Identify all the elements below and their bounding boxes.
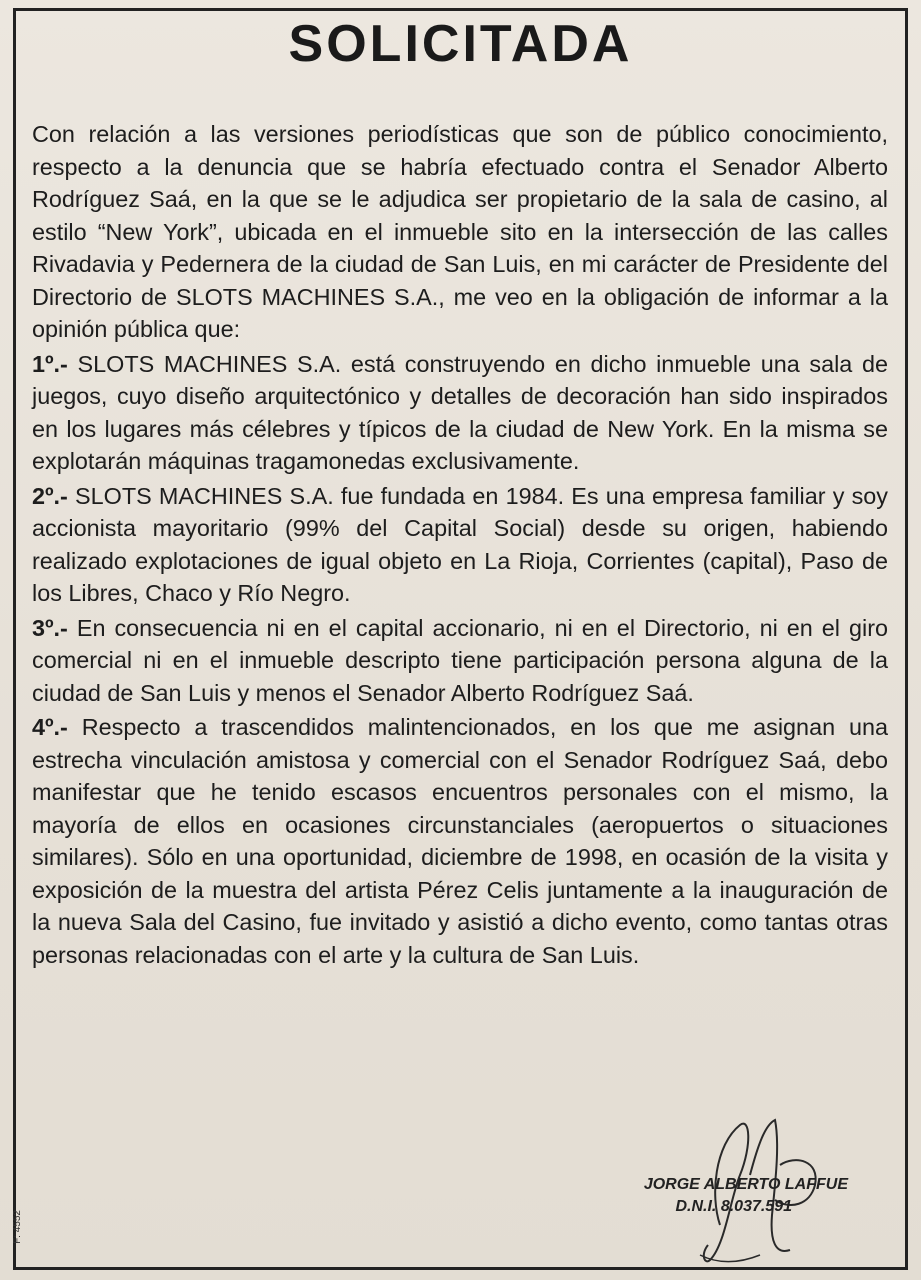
point-text: SLOTS MACHINES S.A. está construyendo en dicho inmueble una sala de juegos, cuyo diseño arquitectónico y detalles de decoración han sido inspirados en los lugares más célebres y típicos de la ciudad de New York. En la misma se explotarán máquinas tragamonedas exclusivamente.	[32, 350, 888, 474]
point-number: 1º.-	[32, 350, 68, 377]
signer-name: JORGE ALBERTO LAFFUE	[643, 1176, 848, 1193]
intro-paragraph: Con relación a las versiones periodísticas que son de público conocimiento, respecto a la denuncia que se habría efectuado contra el Senador Alberto Rodríguez Saá, en la que se le adjudica ser propietario de la sala de casino, al estilo “New York”, ubicada en el inmueble sito en la intersección de las calles Rivadavia y Pedernera de la ciudad de San Luis, en mi carácter de Presidente del Directorio de SLOTS MACHINES S.A., me veo en la obligación de informar a la opinión pública que:	[32, 121, 888, 342]
point-number: 4º.-	[32, 714, 68, 740]
point-1	[32, 348, 888, 478]
article-body	[32, 118, 888, 973]
point-3	[32, 612, 888, 710]
point-4	[32, 711, 888, 971]
point-number: 2º.-	[32, 482, 68, 509]
point-text: En consecuencia ni en el capital accionario, ni en el Directorio, ni en el giro comercial ni en el inmueble descripto tiene participación persona alguna de la ciudad de San Luis y menos el Senador Alberto Rodríguez Saá.	[32, 614, 888, 706]
page-title: SOLICITADA	[288, 15, 633, 73]
side-code: F: 4552	[12, 1210, 23, 1244]
point-text: SLOTS MACHINES S.A. fue fundada en 1984. Es una empresa familiar y soy accionista mayoritario (99% del Capital Social) desde su origen, habiendo realizado explotaciones de igual objeto en La Rioja, Corrientes (capital), Paso de los Libres, Chaco y Río Negro.	[32, 482, 888, 606]
point-2	[32, 480, 888, 610]
point-text: Respecto a trascendidos malintencionados, en los que me asignan una estrecha vinculación amistosa y comercial con el Senador Rodríguez Saá, debo manifestar que he tenido escasos encuentros personales con el mismo, la mayoría de ellos en ocasiones circunstanciales (aeropuertos o situaciones similares). Sólo en una oportunidad, diciembre de 1998, en ocasión de la visita y exposición de la muestra del artista Pérez Celis juntamente a la inauguración de la nueva Sala del Casino, fue invitado y asistió a dicho evento, como tantas otras personas relacionadas con el arte y la cultura de San Luis.	[32, 714, 888, 968]
signer-dni: D.N.I. 8.037.591	[675, 1198, 792, 1215]
point-number: 3º.-	[32, 614, 68, 641]
